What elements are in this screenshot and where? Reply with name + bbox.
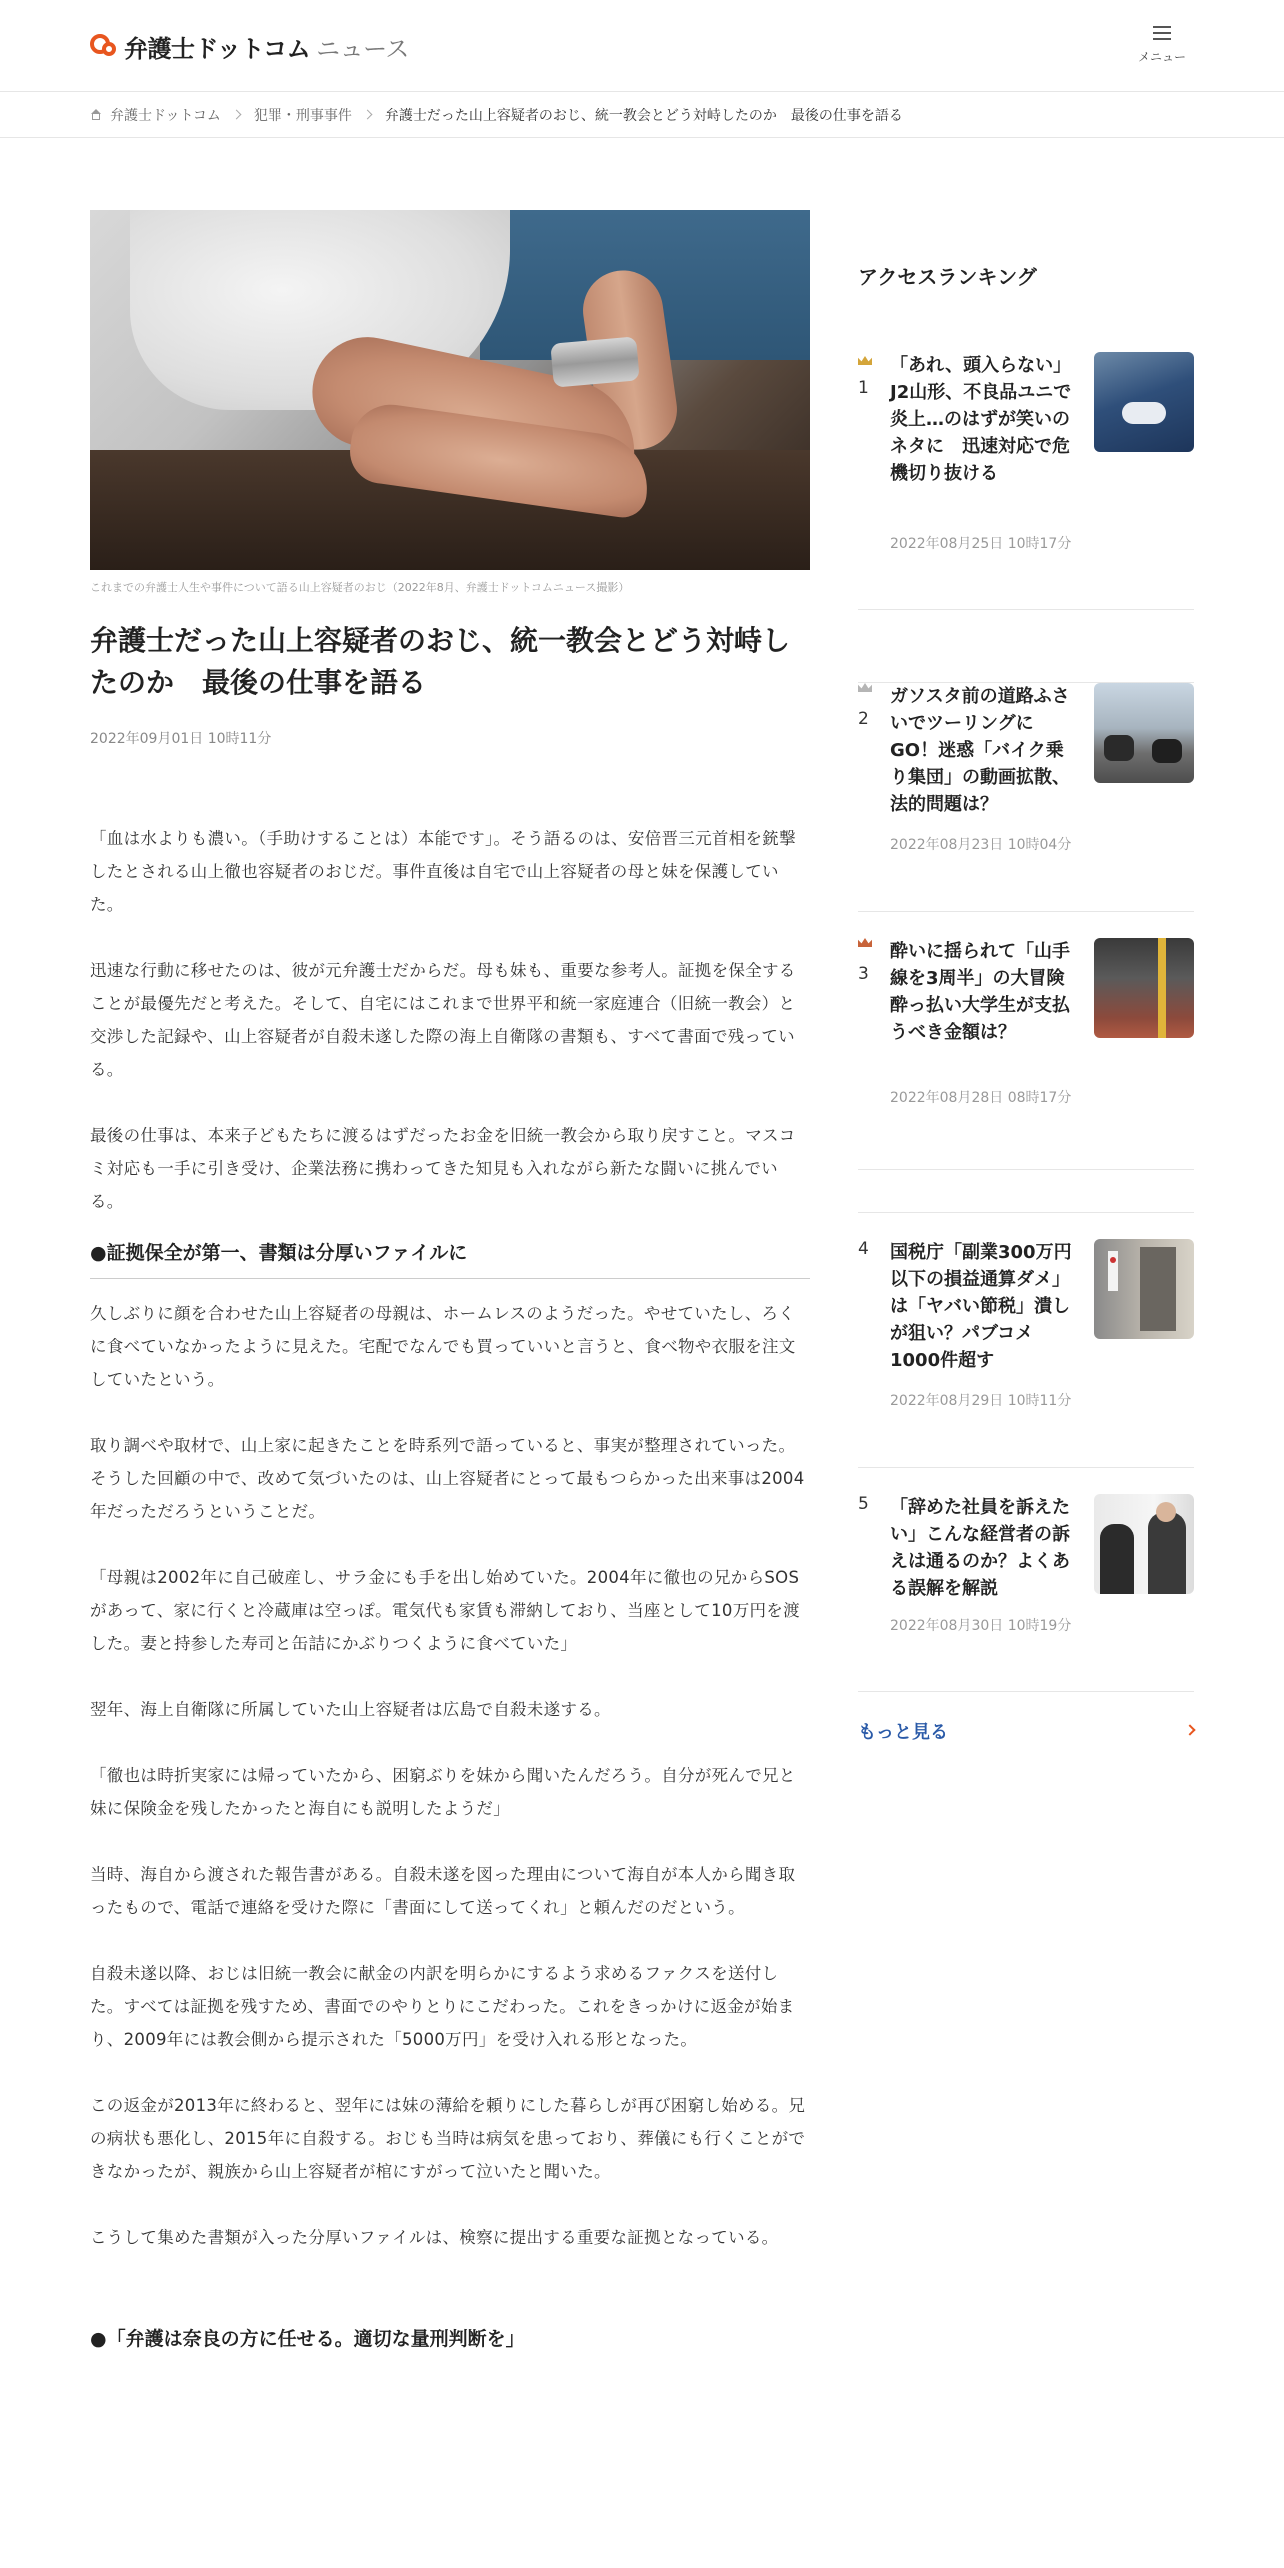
ranking-item[interactable]: [858, 1468, 1194, 1692]
logo-sub-text: ニュース: [316, 34, 409, 63]
ranking-item-title: 「あれ、頭入らない」J2山形、不良品ユニで炎上…のはずが笑いのネタに 迅速対応で危機切り抜ける: [890, 355, 1072, 484]
ranking-item-title: 「辞めた社員を訴えたい」こんな経営者の訴えは通るのか？よくある誤解を解説: [890, 1497, 1070, 1599]
article-paragraph: 「血は水よりも濃い。（手助けすることは）本能です」。そう語るのは、安倍晋三元首相を銃撃したとされる山上徹也容疑者のおじだ。事件直後は自宅で山上容疑者の母と妹を保護していた。: [90, 829, 796, 914]
ranking-item-title: ガソスタ前の道路ふさいでツーリングにGO！迷惑「バイク乗り集団」の動画拡散、法的問題は？: [890, 686, 1070, 815]
article-paragraph: 「母親は2002年に自己破産し、サラ金にも手を出し始めていた。2004年に徹也の兄からSOSがあって、家に行くと冷蔵庫は空っぽ。電気代も家賃も滞納しており、当座として10万円を渡した。妻と持参した寿司と缶詰にかぶりつくように食べていた」: [90, 1568, 800, 1653]
menu-button[interactable]: [1134, 22, 1190, 72]
hamburger-icon: [1153, 26, 1171, 40]
ranking-item[interactable]: [858, 1212, 1194, 1468]
ranking-number: 2: [858, 709, 869, 729]
ranking-thumbnail: [1094, 352, 1194, 452]
article-date: 2022年09月01日 10時11分: [90, 731, 272, 747]
article-paragraph: 翌年、海上自衛隊に所属していた山上容疑者は広島で自殺未遂する。: [90, 1700, 611, 1719]
ranking-item[interactable]: [858, 352, 1194, 610]
silver-crown-icon: [858, 683, 872, 692]
logo-main-text: 弁護士ドットコム: [124, 34, 311, 63]
article-paragraph: 「徹也は時折実家には帰っていたから、困窮ぶりを妹から聞いたんだろう。自分が死んで兄と妹に保険金を残したかったと海自にも説明したようだ」: [90, 1766, 796, 1818]
article-paragraph: 最後の仕事は、本来子どもたちに渡るはずだったお金を旧統一教会から取り戻すこと。マスコミ対応も一手に引き受け、企業法務に携わってきた知見も入れながら新たな闘いに挑んでいる。: [90, 1126, 796, 1211]
breadcrumb-home-link[interactable]: 弁護士ドットコム: [110, 107, 221, 124]
ranking-item[interactable]: [858, 682, 1194, 912]
chevron-right-icon: [1184, 1724, 1195, 1735]
ranking-thumbnail: [1094, 1494, 1194, 1594]
article-title: [90, 620, 810, 704]
ranking-number: 4: [858, 1239, 869, 1259]
breadcrumb: [0, 92, 1284, 138]
article-title-line1: 弁護士だった山上容疑者のおじ、統一教会とどう対峙し: [90, 624, 791, 657]
article-paragraph: 久しぶりに顔を合わせた山上容疑者の母親は、ホームレスのようだった。やせていたし、ろくに食べていなかったように見えた。宅配でなんでも買っていいと言うと、食べ物や衣服を注文していたという。: [90, 1304, 796, 1389]
menu-label: メニュー: [1137, 50, 1186, 64]
ranking-number: 5: [858, 1494, 869, 1514]
ranking-item-title: 酔いに揺られて「山手線を3周半」の大冒険 酔っ払い大学生が支払うべき金額は？: [890, 941, 1083, 1043]
article-hero-image: [90, 210, 810, 570]
article-paragraph: 迅速な行動に移せたのは、彼が元弁護士だからだ。母も妹も、重要な参考人。証拠を保全することが最優先だと考えた。そして、自宅にはこれまで世界平和統一家庭連合（旧統一教会）と交渉した記録や、山上容疑者が自殺未遂した際の海上自衛隊の書類も、すべて書面で残っている。: [90, 961, 796, 1079]
article-paragraph: こうして集めた書類が入った分厚いファイルは、検察に提出する重要な証拠となっている。: [90, 2228, 779, 2247]
ranking-item-title: 国税庁「副業300万円以下の損益通算ダメ」は「ヤバい節税」潰しが狙い？パブコメ1000件超す: [890, 1242, 1072, 1371]
ranking-number: 3: [858, 964, 869, 984]
article-title-line2: たのか 最後の仕事を語る: [90, 666, 427, 699]
more-link-label: もっと見る: [858, 1722, 948, 1743]
section-heading: ●「弁護は奈良の方に任せる。適切な量刑判断を」: [90, 2328, 525, 2350]
image-caption: これまでの弁護士人生や事件について語る山上容疑者のおじ（2022年8月、弁護士ドットコムニュース撮影）: [90, 581, 630, 594]
ranking-thumbnail: [1094, 938, 1194, 1038]
section-heading: ●証拠保全が第一、書類は分厚いファイルに: [90, 1238, 810, 1279]
chevron-right-icon: [231, 110, 241, 120]
article-paragraph: 取り調べや取材で、山上家に起きたことを時系列で語っていると、事実が整理されていった。そうした回顧の中で、改めて気づいたのは、山上容疑者にとって最もつらかった出来事は2004年だっただろうということだ。: [90, 1436, 805, 1521]
ranking-title: アクセスランキング: [858, 265, 1037, 289]
ranking-item-time: 2022年08月25日 10時17分: [890, 536, 1072, 552]
ranking-item-time: 2022年08月29日 10時11分: [890, 1393, 1072, 1409]
ranking-item-time: 2022年08月30日 10時19分: [890, 1618, 1072, 1634]
ranking-sidebar: [858, 262, 1194, 1743]
home-icon: [90, 109, 102, 121]
ranking-item-time: 2022年08月28日 08時17分: [890, 1090, 1072, 1106]
chevron-right-icon: [362, 110, 372, 120]
article-paragraph: 自殺未遂以降、おじは旧統一教会に献金の内訳を明らかにするよう求めるファクスを送付した。すべては証拠を残すため、書面でのやりとりにこだわった。これをきっかけに返金が始まり、2009年には教会側から提示された「5000万円」を受け入れる形となった。: [90, 1964, 795, 2049]
article-paragraph: この返金が2013年に終わると、翌年には妹の薄給を頼りにした暮らしが再び困窮し始める。兄の病状も悪化し、2015年に自殺する。おじも当時は病気を患っており、葬儀にも行くことができなかったが、親族から山上容疑者が棺にすがって泣いたと聞いた。: [90, 2096, 806, 2181]
ranking-item-time: 2022年08月23日 10時04分: [890, 837, 1072, 853]
more-link[interactable]: [858, 1718, 1194, 1748]
article-paragraph: 当時、海自から渡された報告書がある。自殺未遂を図った理由について海自が本人から聞き取ったもので、電話で連絡を受けた際に「書面にして送ってくれ」と頼んだのだという。: [90, 1865, 796, 1917]
article-body: [90, 822, 810, 2354]
breadcrumb-category-link[interactable]: 犯罪・刑事事件: [253, 107, 352, 124]
site-header: [0, 0, 1284, 92]
bronze-crown-icon: [858, 938, 872, 947]
gold-crown-icon: [858, 356, 872, 365]
breadcrumb-current: 弁護士だった山上容疑者のおじ、統一教会とどう対峙したのか 最後の仕事を語る: [384, 107, 903, 124]
logo-mark-icon: [90, 32, 118, 60]
ranking-number: 1: [858, 378, 869, 398]
site-logo[interactable]: [90, 30, 409, 62]
ranking-item[interactable]: [858, 938, 1194, 1170]
ranking-thumbnail: [1094, 683, 1194, 783]
ranking-thumbnail: [1094, 1239, 1194, 1339]
article: [90, 210, 810, 2354]
